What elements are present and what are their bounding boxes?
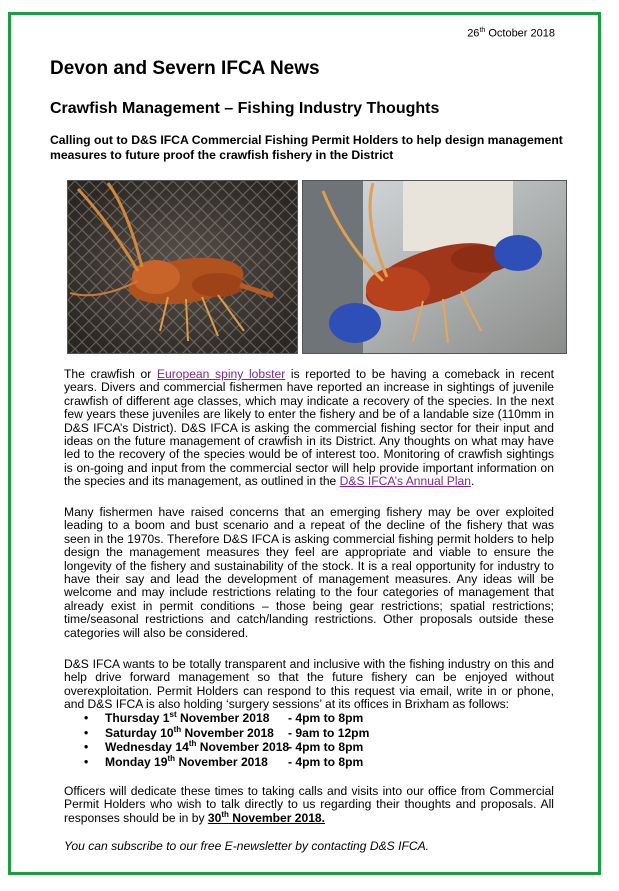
- newsletter-title: Devon and Severn IFCA News: [50, 58, 320, 79]
- list-item: • Saturday 10th November 2018 - 9am to 12pm: [84, 726, 369, 741]
- newsletter-subscribe-note: You can subscribe to our free E-newsletter by contacting D&S IFCA.: [64, 839, 430, 853]
- response-deadline: 30th November 2018.: [207, 809, 326, 825]
- paragraph-crawfish-comeback: The crawfish or European spiny lobster is reported to be having a comeback in recent years. Divers and commercial fishermen have reported an increase in sightings of juvenile crawfish of different age classes, which may indicate a recovery of the species. In the next few years these juveniles are likely to enter the fishery and be of a landable size (110mm in D&S IFCA’s District). D&S IFCA is asking the commercial fishing sector for their input and ideas on the future management of crawfish in its District. Any thoughts on what may have led to the recovery of the species would be of interest too. Monitoring of crawfish sightings is on-going and input from the commercial sector will help provide important information on the species and its management, as outlined in the D&S IFCA’s Annual Plan.: [64, 367, 555, 489]
- paragraph-concerns: Many fishermen have raised concerns that an emerging fishery may be over exploited leading to a boom and bust scenario and a repeat of the decline of the fishery that was seen in the 1970s. Therefore D&S IFCA is asking commercial fishing permit holders to help design the management measures they feel are appropriate and viable to ensure the longevity of the fishery and sustainability of the stock. It is a real opportunity for industry to have their say and lead the development of management measures. Any ideas will be welcome and may include restrictions relating to the four categories of management that already exist in permit conditions – those being gear restrictions; spatial restrictions; time/seasonal restrictions and catch/landing restrictions. Other proposals outside these categories will also be considered.: [64, 505, 554, 640]
- list-item: • Wednesday 14th November 2018- 4pm to 8pm: [84, 740, 369, 755]
- european-spiny-lobster-link[interactable]: European spiny lobster: [156, 367, 286, 381]
- list-item: • Monday 19th November 2018 - 4pm to 8pm: [84, 755, 369, 770]
- surgery-sessions-list: [84, 711, 369, 769]
- article-title: Crawfish Management – Fishing Industry Thoughts: [50, 100, 440, 117]
- list-item: • Thursday 1st November 2018 - 4pm to 8pm: [84, 711, 369, 726]
- crawfish-in-pot-photo: [67, 180, 298, 354]
- annual-plan-link[interactable]: D&S IFCA’s Annual Plan: [339, 474, 471, 489]
- article-intro: Calling out to D&S IFCA Commercial Fishing Permit Holders to help design management measures to future proof the crawfish fishery in the District: [50, 133, 563, 162]
- issue-date: 26th October 2018: [467, 27, 555, 40]
- paragraph-transparency: D&S IFCA wants to be totally transparent and inclusive with the fishing industry on this and help drive forward management so that the future fishery can be enjoyed without overexploitation. Permit Holders can respond to this request via email, write in or phone, and D&S IFCA is also holding ‘surgery sessions’ at its offices in Brixham as follows:: [64, 657, 554, 712]
- crawfish-held-photo: [302, 180, 567, 354]
- paragraph-officers: Officers will dedicate these times to taking calls and visits into our office from Commercial Permit Holders who wish to talk directly to us regarding their thoughts and proposals. All responses should be in by 30th November 2018.: [64, 784, 554, 825]
